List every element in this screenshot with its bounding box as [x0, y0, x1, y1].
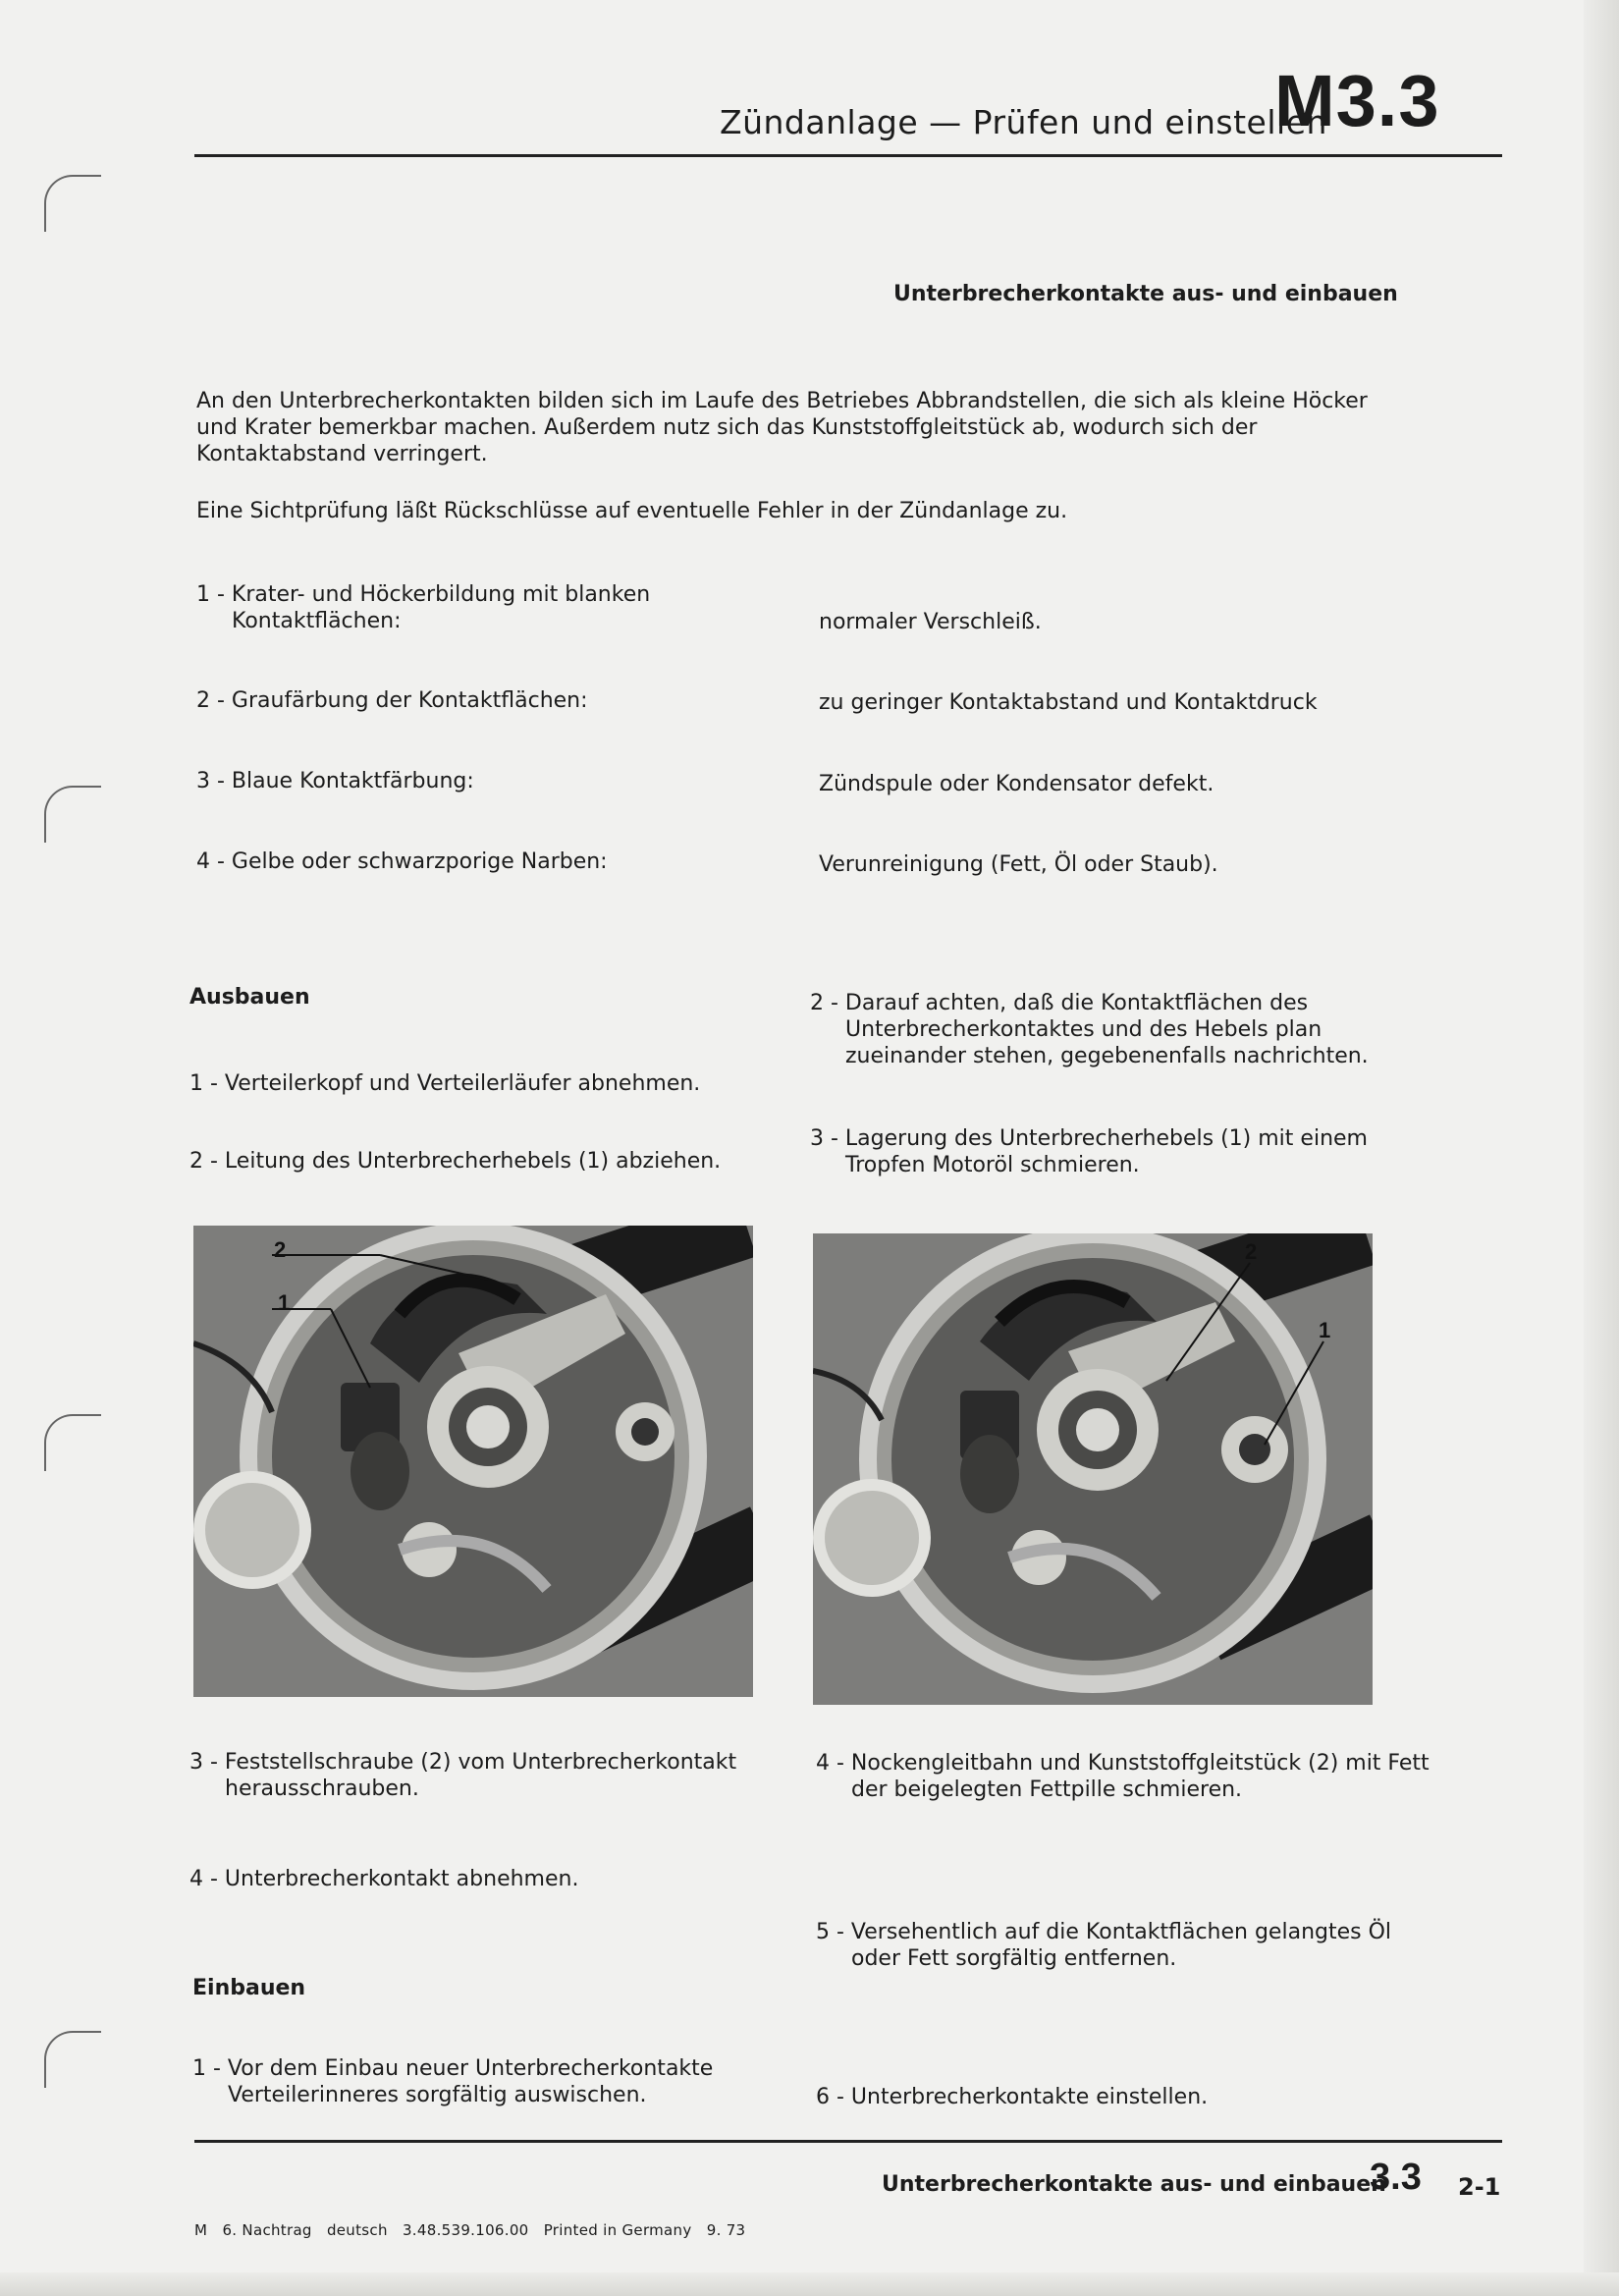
section-code: M3.3: [1274, 60, 1440, 141]
footer-title: Unterbrecherkontakte aus- und einbauen: [882, 2172, 1386, 2197]
diagnosis-symptom: 1 - Krater- und Höckerbildung mit blanken Kontaktflächen:: [196, 582, 651, 633]
step-item: 4 - Unterbrecherkontakt abnehmen.: [189, 1867, 579, 1891]
step-item: 6 - Unterbrecherkontakte einstellen.: [816, 2085, 1209, 2109]
callout-2: 2: [274, 1237, 287, 1262]
footer-rule: [194, 2140, 1502, 2143]
header-rule: [194, 154, 1502, 157]
step-item: 4 - Nockengleitbahn und Kunststoffgleitstück (2) mit Fett der beigelegten Fettpille schmieren.: [816, 1751, 1430, 1802]
footer-section-code: 3.3: [1370, 2157, 1422, 2198]
punch-hole: [44, 175, 101, 232]
diagnosis-symptom: 2 - Graufärbung der Kontaktflächen:: [196, 688, 588, 713]
imprint: M 6. Nachtrag deutsch 3.48.539.106.00 Printed in Germany 9. 73: [194, 2221, 746, 2239]
distributor-photo-left: [193, 1226, 753, 1697]
step-item: 3 - Feststellschraube (2) vom Unterbrecherkontakt herausschrauben.: [189, 1750, 737, 1801]
step-item: 5 - Versehentlich auf die Kontaktflächen gelangtes Öl oder Fett sorgfältig entfernen.: [816, 1920, 1392, 1971]
intro-paragraph: An den Unterbrecherkontakten bilden sich im Laufe des Betriebes Abbrandstellen, die sich als kleine Höcker und Krater bemerkbar machen. Außerdem nutz sich das Kunststoffgleitstück ab, wodurch sich der Kontaktabstand verringert.: [196, 389, 1368, 466]
page-bottom-edge: [0, 2272, 1619, 2296]
diagnosis-symptom: 4 - Gelbe oder schwarzporige Narben:: [196, 849, 608, 874]
punch-hole: [44, 2031, 101, 2088]
punch-hole: [44, 1414, 101, 1471]
step-item: 2 - Darauf achten, daß die Kontaktflächen des Unterbrecherkontaktes und des Hebels plan zueinander stehen, gegebenenfalls nachrichten.: [810, 991, 1369, 1068]
page-edge: [1584, 0, 1619, 2296]
step-item: 3 - Lagerung des Unterbrecherhebels (1) mit einem Tropfen Motoröl schmieren.: [810, 1126, 1368, 1177]
diagnosis-cause: normaler Verschleiß.: [819, 610, 1042, 634]
callout-1: 1: [278, 1290, 291, 1315]
ausbauen-heading: Ausbauen: [189, 985, 310, 1010]
callout-2: 2: [1245, 1239, 1258, 1264]
punch-hole: [44, 786, 101, 843]
intro-paragraph: Eine Sichtprüfung läßt Rückschlüsse auf eventuelle Fehler in der Zündanlage zu.: [196, 499, 1068, 523]
step-item: 1 - Vor dem Einbau neuer Unterbrecherkontakte Verteilerinneres sorgfältig auswischen.: [192, 2056, 714, 2107]
distributor-photo-right: [813, 1233, 1373, 1705]
diagnosis-cause: Zündspule oder Kondensator defekt.: [819, 772, 1214, 796]
diagnosis-cause: Verunreinigung (Fett, Öl oder Staub).: [819, 852, 1218, 877]
callout-1: 1: [1319, 1318, 1331, 1342]
page-title: Zündanlage — Prüfen und einstellen: [720, 103, 1327, 141]
page-number: 2-1: [1458, 2173, 1501, 2201]
einbauen-heading: Einbauen: [192, 1976, 306, 2000]
diagnosis-cause: zu geringer Kontaktabstand und Kontaktdruck: [819, 690, 1318, 715]
step-item: 1 - Verteilerkopf und Verteilerläufer abnehmen.: [189, 1071, 701, 1096]
section-title: Unterbrecherkontakte aus- und einbauen: [893, 282, 1398, 306]
step-item: 2 - Leitung des Unterbrecherhebels (1) abziehen.: [189, 1149, 722, 1174]
diagnosis-symptom: 3 - Blaue Kontaktfärbung:: [196, 769, 474, 793]
